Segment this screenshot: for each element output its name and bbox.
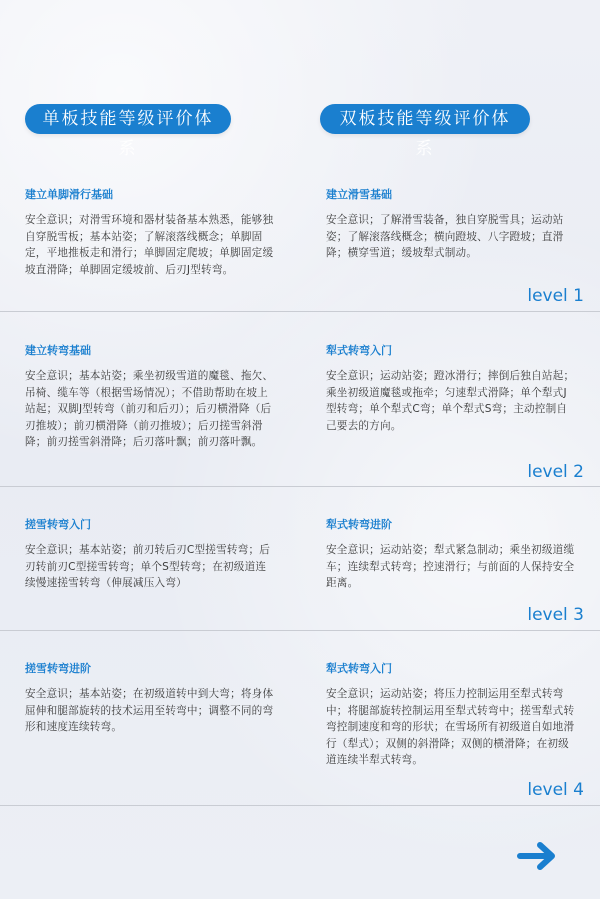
level-3-label: level 3 — [527, 605, 584, 625]
single-level1-block — [25, 186, 275, 278]
level-1-label: level 1 — [527, 286, 584, 306]
single-level1-title: 建立单脚滑行基础 — [25, 188, 113, 201]
double-level2-text: 安全意识；运动站姿；蹬冰滑行；摔倒后独自站起；乘坐初级道魔毯或拖牵；匀速犁式滑降；单个犁式J型转弯；单个犁式C弯；单个犁式S弯；主动控制自己要去的方向。 — [326, 370, 575, 432]
single-level2-title: 建立转弯基础 — [25, 344, 91, 357]
double-level2-title: 犁式转弯入门 — [326, 344, 392, 357]
double-level1-text: 安全意识；了解滑雪装备，独自穿脱雪具；运动站姿；了解滚落线概念；横向蹬坡、八字蹬坡；直滑降；横穿雪道；缓坡犁式制动。 — [326, 214, 564, 259]
double-level1-title: 建立滑雪基础 — [326, 188, 392, 201]
double-level1-block — [326, 186, 576, 262]
single-level3-title: 搓雪转弯入门 — [25, 518, 91, 531]
level-2-label: level 2 — [527, 462, 584, 482]
single-level1-text: 安全意识；对滑雪环境和器材装备基本熟悉，能够独自穿脱雪板；基本站姿；了解滚落线概念；单脚固定，平地推板走和滑行；单脚固定爬坡；单脚固定缓坡直滑降；单脚固定缓坡前、后刃J型转弯。 — [25, 214, 274, 276]
double-level4-title: 犁式转弯入门 — [326, 662, 392, 675]
double-level3-title: 犁式转弯进阶 — [326, 518, 392, 531]
double-level3-block — [326, 516, 576, 592]
double-board-header: 双板技能等级评价体系 — [320, 104, 530, 134]
single-level4-title: 搓雪转弯进阶 — [25, 662, 91, 675]
level-4-label: level 4 — [527, 780, 584, 800]
single-board-header: 单板技能等级评价体系 — [25, 104, 231, 134]
double-level4-block — [326, 660, 576, 769]
single-level4-block — [25, 660, 275, 736]
single-level2-text: 安全意识；基本站姿；乘坐初级雪道的魔毯、拖欠、吊椅、缆车等（根据雪场情况）；不借助帮助在坡上站起；双脚J型转弯（前刃和后刃）；后刃横滑降（后刃推坡）；前刃横滑降（前刃推坡）；后刃搓雪斜滑降；前刃搓雪斜滑降；后刃落叶飘；前刃落叶飘。 — [25, 370, 274, 448]
double-level3-text: 安全意识；运动站姿；犁式紧急制动；乘坐初级道缆车；连续犁式转弯；控速滑行；与前面的人保持安全距离。 — [326, 544, 575, 589]
divider — [0, 630, 600, 631]
single-level3-text: 安全意识；基本站姿；前刃转后刃C型搓雪转弯；后刃转前刃C型搓雪转弯；单个S型转弯；在初级道连续慢速搓雪转弯（伸展减压入弯） — [25, 544, 271, 589]
double-level2-block — [326, 342, 576, 434]
single-level3-block — [25, 516, 275, 592]
double-level4-text: 安全意识；运动站姿；将压力控制运用至犁式转弯中；将腿部旋转控制运用至犁式转弯中；搓雪犁式转弯控制速度和弯的形状；在雪场所有初级道自如地滑行（犁式）；双侧的斜滑降；双侧的横滑降；在初级道连续半犁式转弯。 — [326, 688, 575, 766]
single-level4-text: 安全意识；基本站姿；在初级道转中到大弯；将身体屈伸和腿部旋转的技术运用至转弯中；调整不同的弯形和速度连续转弯。 — [25, 688, 274, 733]
divider — [0, 311, 600, 312]
arrow-right-icon[interactable] — [516, 838, 560, 874]
divider — [0, 805, 600, 806]
divider — [0, 486, 600, 487]
single-level2-block — [25, 342, 275, 451]
